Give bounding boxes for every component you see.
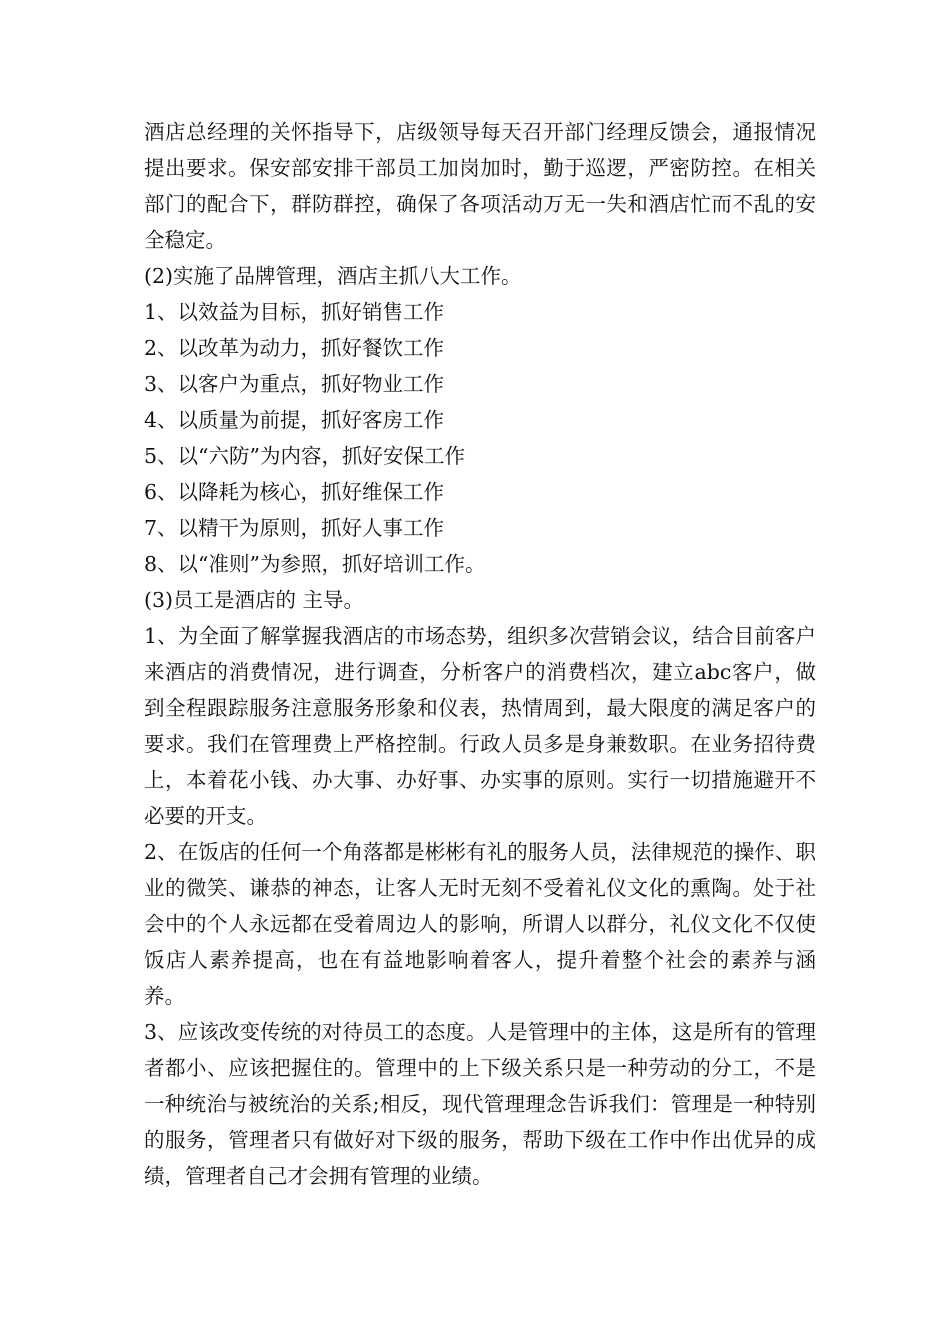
list-item-property: 3、以客户为重点，抓好物业工作 — [144, 372, 445, 396]
list-item-catering: 2、以改革为动力，抓好餐饮工作 — [144, 336, 445, 360]
heading-staff: (3)员工是酒店的 主导。 — [144, 588, 365, 612]
list-item-maintenance: 6、以降耗为核心，抓好维保工作 — [144, 480, 445, 504]
list-item-security: 5、以“六防”为内容，抓好安保工作 — [144, 444, 466, 468]
list-item-training: 8、以“准则”为参照，抓好培训工作。 — [144, 552, 486, 576]
list-item-personnel: 7、以精干为原则，抓好人事工作 — [144, 516, 445, 540]
heading-brand-management: (2)实施了品牌管理，酒店主抓八大工作。 — [144, 264, 522, 288]
document-body — [144, 114, 816, 1194]
paragraph-etiquette: 2、在饭店的任何一个角落都是彬彬有礼的服务人员，法律规范的操作、职业的微笑、谦恭的神态，让客人无时无刻不受着礼仪文化的熏陶。处于社会中的个人永远都在受着周边人的影响，所谓人以群分，礼仪文化不仅使饭店人素养提高，也在有益地影响着客人，提升着整个社会的素养与涵养。 — [144, 840, 816, 1008]
list-item-sales: 1、以效益为目标，抓好销售工作 — [144, 300, 445, 324]
paragraph-security: 酒店总经理的关怀指导下，店级领导每天召开部门经理反馈会，通报情况提出要求。保安部安排干部员工加岗加时，勤于巡逻，严密防控。在相关部门的配合下，群防群控，确保了各项活动万无一失和酒店忙而不乱的安全稳定。 — [144, 120, 816, 252]
paragraph-management-attitude: 3、应该改变传统的对待员工的态度。人是管理中的主体，这是所有的管理者都小、应该把握住的。管理中的上下级关系只是一种劳动的分工，不是一种统治与被统治的关系;相反，现代管理理念告诉我们：管理是一种特别的服务，管理者只有做好对下级的服务，帮助下级在工作中作出优异的成绩，管理者自己才会拥有管理的业绩。 — [144, 1020, 816, 1188]
list-item-rooms: 4、以质量为前提，抓好客房工作 — [144, 408, 445, 432]
paragraph-marketing: 1、为全面了解掌握我酒店的市场态势，组织多次营销会议，结合目前客户来酒店的消费情况，进行调查，分析客户的消费档次，建立abc客户，做到全程跟踪服务注意服务形象和仪表，热情周到，最大限度的满足客户的要求。我们在管理费上严格控制。行政人员多是身兼数职。在业务招待费上，本着花小钱、办大事、办好事、办实事的原则。实行一切措施避开不必要的开支。 — [144, 624, 816, 828]
